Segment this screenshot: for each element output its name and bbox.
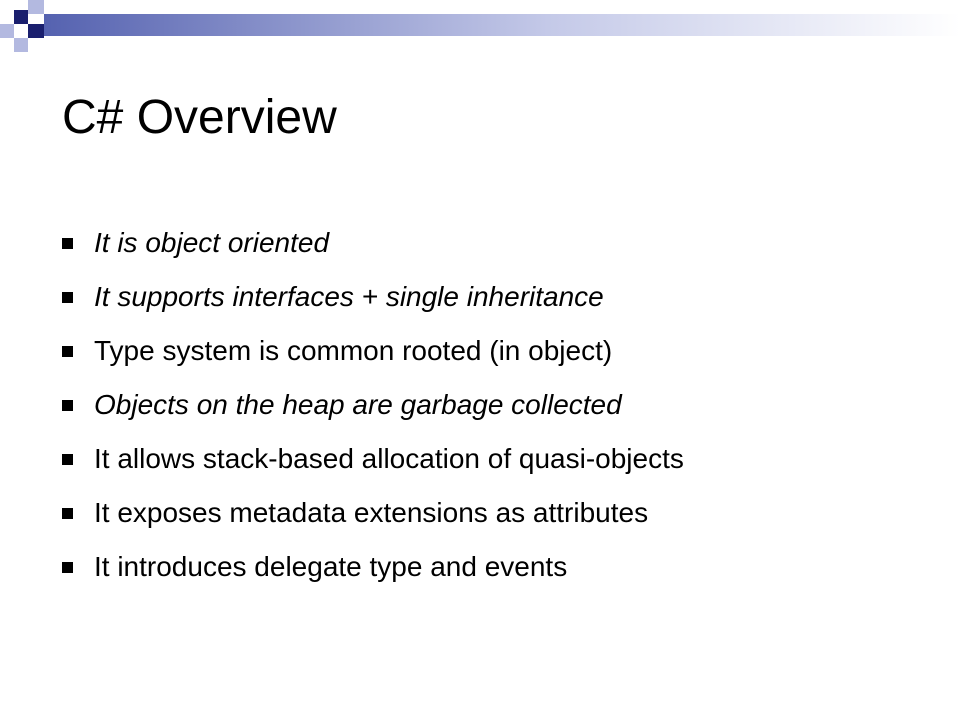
bullet-item bbox=[62, 324, 942, 378]
bullet-text: Objects on the heap are garbage collected bbox=[94, 389, 622, 420]
bullet-text: It introduces delegate type and events bbox=[94, 551, 568, 582]
corner-square-lavender-bottom bbox=[14, 38, 28, 52]
bullet-text: It supports interfaces + single inheritance bbox=[94, 281, 604, 312]
bullet-text: It exposes metadata extensions as attributes bbox=[94, 497, 649, 528]
square-bullet-icon bbox=[62, 400, 73, 411]
bullet-item bbox=[62, 540, 942, 594]
bullet-text: It allows stack-based allocation of quasi-objects bbox=[94, 443, 684, 474]
bullet-list bbox=[62, 216, 942, 594]
gradient-band bbox=[44, 14, 960, 36]
square-bullet-icon bbox=[62, 238, 73, 249]
bullet-item bbox=[62, 378, 942, 432]
square-bullet-icon bbox=[62, 292, 73, 303]
corner-square-navy-top bbox=[14, 10, 28, 24]
corner-square-lavender-left bbox=[0, 24, 14, 38]
square-bullet-icon bbox=[62, 454, 73, 465]
bullet-item bbox=[62, 270, 942, 324]
bullet-item bbox=[62, 486, 942, 540]
bullet-text: It is object oriented bbox=[94, 227, 330, 258]
bullet-text: Type system is common rooted (in object) bbox=[94, 335, 613, 366]
square-bullet-icon bbox=[62, 346, 73, 357]
corner-square-navy-mid bbox=[28, 24, 44, 38]
square-bullet-icon bbox=[62, 508, 73, 519]
slide-title: C# Overview bbox=[62, 91, 337, 144]
square-bullet-icon bbox=[62, 562, 73, 573]
header-decoration bbox=[0, 0, 960, 60]
bullet-item bbox=[62, 432, 942, 486]
corner-square-lavender-top bbox=[28, 0, 44, 14]
bullet-item bbox=[62, 216, 942, 270]
